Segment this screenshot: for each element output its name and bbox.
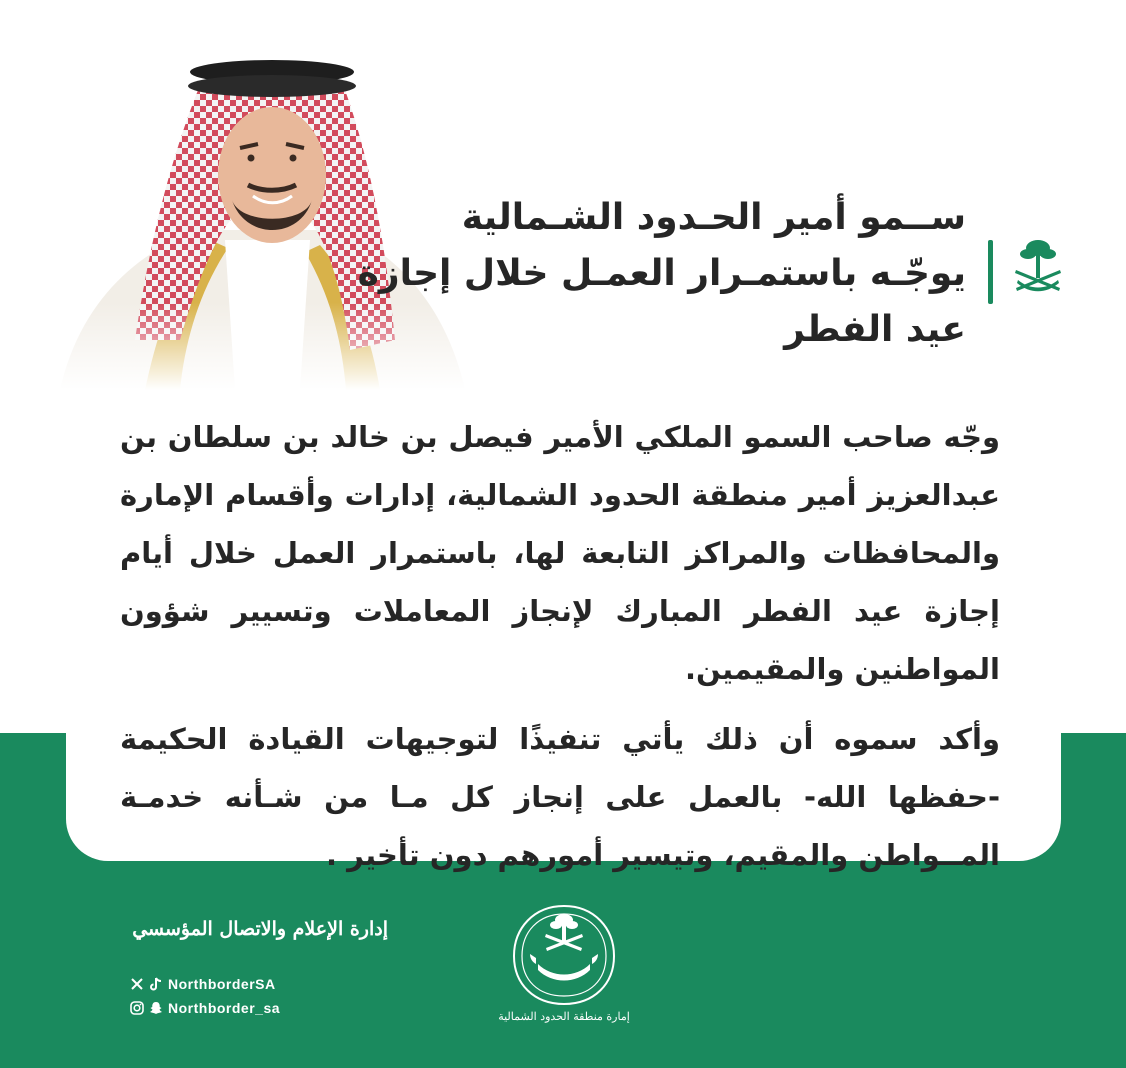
headline (266, 190, 966, 358)
saudi-emblem-icon (1012, 238, 1064, 302)
body-paragraph-1: وجّه صاحب السمو الملكي الأمير فيصل بن خالد بن سلطان بن عبدالعزيز أمير منطقة الحدود الشمالية، إدارات وأقسام الإمارة والمحافظات والمراكز التابعة لها، باستمرار العمل خلال أيام إجازة عيد الفطر المبارك لإنجاز المعاملات وتسيير شؤون المواطنين والمقيمين. (120, 420, 1000, 686)
x-tiktok-handle[interactable]: NorthborderSA (168, 976, 276, 992)
seal-caption: إمارة منطقة الحدود الشمالية (498, 1010, 630, 1023)
department-name: إدارة الإعلام والاتصال المؤسسي (132, 918, 388, 940)
headline-line-3: عيد الفطر (784, 309, 966, 350)
headline-accent-bar (988, 240, 993, 304)
x-logo-icon (130, 977, 144, 991)
body-paragraph-2: وأكد سموه أن ذلك يأتي تنفيذًا لتوجيهات القيادة الحكيمة -حفظها الله- بالعمل على إنجاز كل مـا من شـأنه خدمـة المــواطن والمقيم، وتيسير أمورهم دون تأخير . (120, 722, 1000, 872)
instagram-icon (130, 1001, 144, 1015)
snapchat-icon (149, 1001, 163, 1015)
social-row-instagram-snapchat (130, 1000, 280, 1016)
instagram-snapchat-handle[interactable]: Northborder_sa (168, 1000, 281, 1016)
article-body (120, 408, 1000, 896)
headline-line-2: يوجّـه باستمـرار العمـل خلال إجازة (357, 253, 966, 294)
headline-line-1: ســمو أمير الحـدود الشـمالية (461, 197, 966, 238)
social-row-x-tiktok (130, 976, 276, 992)
tiktok-icon (149, 977, 163, 991)
